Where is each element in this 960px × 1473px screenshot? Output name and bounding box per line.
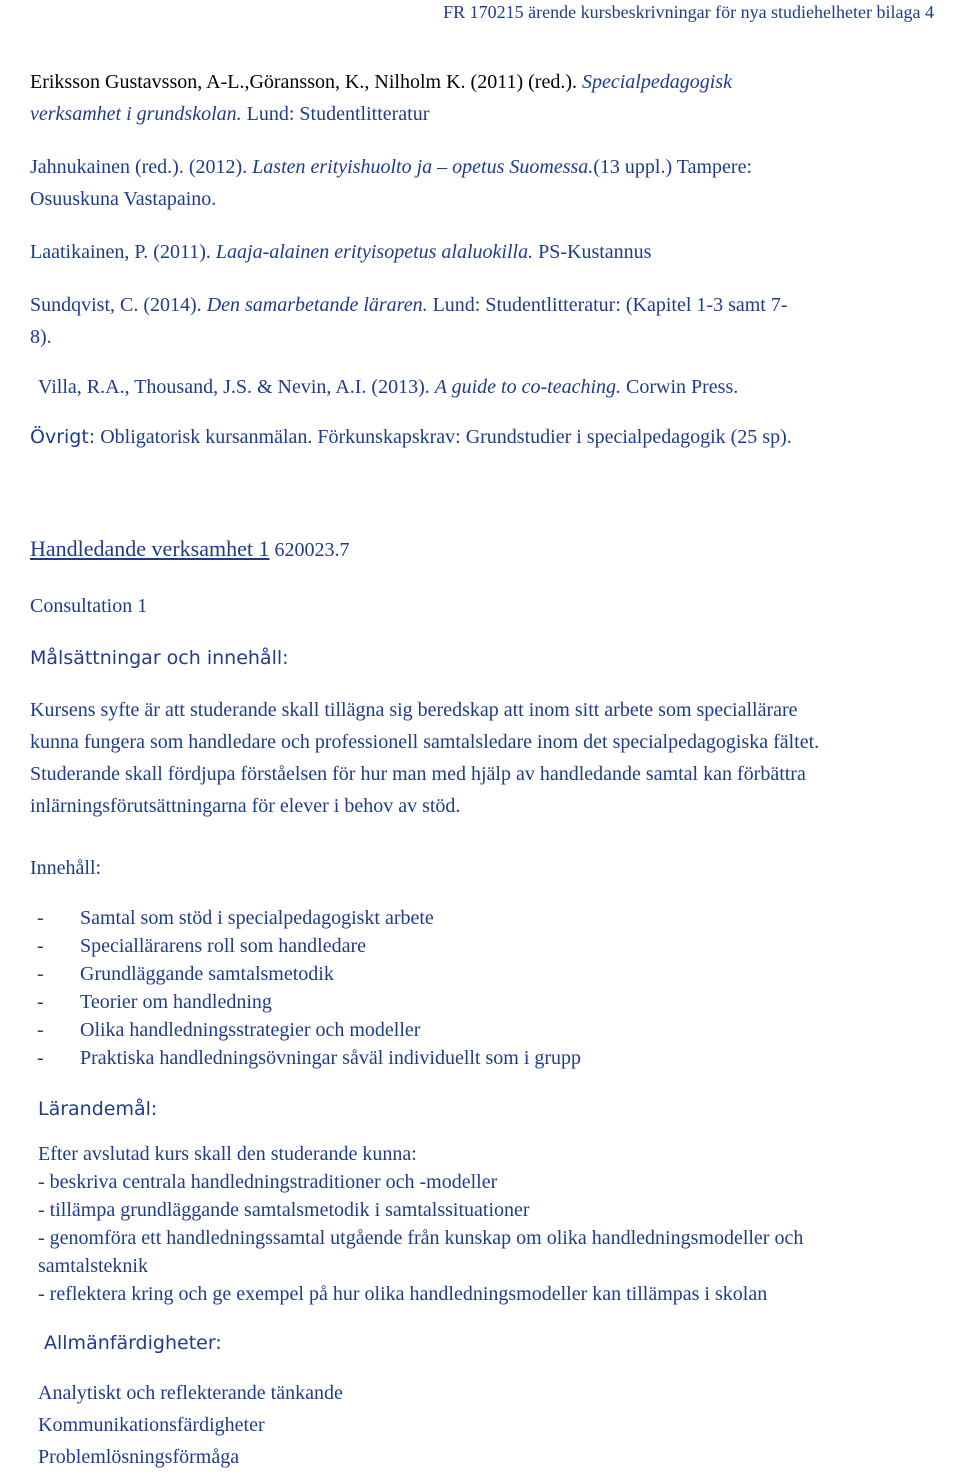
list-dash: -: [37, 907, 44, 929]
reference-2-line-2: Osuuskuna Vastapaino.: [30, 188, 217, 210]
ovrigt-text: Obligatorisk kursanmälan. Förkunskapskrav: Grundstudier i specialpedagogik (25 sp).: [95, 426, 792, 448]
reference-title: verksamhet i grundskolan.: [30, 103, 242, 125]
reference-publisher: Corwin Press.: [621, 376, 739, 398]
course-code: 620023.7: [269, 539, 350, 561]
page-header: FR 170215 ärende kursbeskrivningar för nya studiehelheter bilaga 4: [443, 2, 934, 22]
list-item-text: Teorier om handledning: [80, 991, 272, 1013]
list-item-text: Grundläggande samtalsmetodik: [80, 963, 334, 985]
larandemal-line: samtalsteknik: [38, 1255, 148, 1277]
reference-publisher: (13 uppl.) Tampere:: [593, 156, 753, 178]
list-item-text: Olika handledningsstrategier och modeller: [80, 1019, 421, 1041]
reference-5: [38, 375, 738, 399]
reference-title: A guide to co-teaching.: [434, 376, 621, 398]
list-item-text: Speciallärarens roll som handledare: [80, 935, 366, 957]
list-item: [0, 906, 960, 930]
reference-authors: Eriksson Gustavsson, A-L.,Göransson, K., Nilholm K. (2011) (red.).: [30, 71, 582, 93]
list-dash: -: [37, 935, 44, 957]
ovrigt-line: [30, 425, 792, 449]
reference-publisher: Lund: Studentlitteratur: (Kapitel 1-3 samt 7-: [427, 294, 788, 316]
list-dash: -: [37, 991, 44, 1013]
reference-4-line-1: [30, 293, 788, 317]
malsattningar-line: Studerande skall fördjupa förståelsen för hur man med hjälp av handledande samtal kan förbättra: [30, 763, 806, 785]
skill-item: Analytiskt och reflekterande tänkande: [38, 1382, 343, 1404]
course-subtitle: Consultation 1: [30, 595, 148, 617]
course-title: Handledande verksamhet 1: [30, 536, 270, 561]
larandemal-line: - beskriva centrala handledningstraditioner och -modeller: [38, 1171, 498, 1193]
reference-publisher: Lund: Studentlitteratur: [241, 103, 430, 125]
allmanfardigheter-heading: Allmänfärdigheter:: [44, 1332, 222, 1354]
reference-2-line-1: [30, 155, 752, 179]
reference-authors: Villa, R.A., Thousand, J.S. & Nevin, A.I. (2013).: [38, 376, 435, 398]
list-dash: -: [37, 963, 44, 985]
larandemal-line: - reflektera kring och ge exempel på hur olika handledningsmodeller kan tillämpas i skolan: [38, 1283, 768, 1305]
reference-publisher: PS-Kustannus: [533, 241, 652, 263]
list-dash: -: [37, 1047, 44, 1069]
course-heading: [30, 537, 349, 562]
reference-1-line-2: [30, 102, 429, 126]
malsattningar-line: kunna fungera som handledare och professionell samtalsledare inom det specialpedagogiska fältet.: [30, 731, 820, 753]
reference-authors: Laatikainen, P. (2011).: [30, 241, 216, 263]
innehall-heading: Innehåll:: [30, 857, 102, 879]
list-dash: -: [37, 1019, 44, 1041]
reference-title: Den samarbetande läraren.: [206, 294, 428, 316]
larandemal-line: Efter avslutad kurs skall den studerande kunna:: [38, 1143, 417, 1165]
larandemal-line: - genomföra ett handledningssamtal utgående från kunskap om olika handledningsmodeller och: [38, 1227, 804, 1249]
skill-item: Problemlösningsförmåga: [38, 1446, 240, 1468]
reference-title: Laaja-alainen erityisopetus alaluokilla.: [215, 241, 534, 263]
malsattningar-line: inlärningsförutsättningarna för elever i behov av stöd.: [30, 795, 461, 817]
reference-authors: Jahnukainen (red.). (2012).: [30, 156, 253, 178]
larandemal-heading: Lärandemål:: [38, 1098, 158, 1120]
list-item: [0, 1046, 960, 1070]
list-item: [0, 1018, 960, 1042]
reference-3: [30, 240, 651, 264]
reference-title: Specialpedagogisk: [581, 71, 732, 93]
malsattningar-heading: Målsättningar och innehåll:: [30, 647, 289, 669]
reference-title: Lasten erityishuolto ja – opetus Suomessa.: [252, 156, 594, 178]
reference-authors: Sundqvist, C. (2014).: [30, 294, 207, 316]
list-item-text: Praktiska handledningsövningar såväl individuellt som i grupp: [80, 1047, 582, 1069]
skill-item: Kommunikationsfärdigheter: [38, 1414, 265, 1436]
list-item: [0, 962, 960, 986]
malsattningar-line: Kursens syfte är att studerande skall tillägna sig beredskap att inom sitt arbete som speciallärare: [30, 699, 798, 721]
list-item: [0, 990, 960, 1014]
reference-1-line-1: [30, 70, 732, 94]
ovrigt-label: Övrigt:: [30, 426, 96, 448]
larandemal-line: - tillämpa grundläggande samtalsmetodik i samtalssituationer: [38, 1199, 530, 1221]
list-item-text: Samtal som stöd i specialpedagogiskt arbete: [80, 907, 434, 929]
reference-4-line-2: 8).: [30, 326, 52, 348]
list-item: [0, 934, 960, 958]
